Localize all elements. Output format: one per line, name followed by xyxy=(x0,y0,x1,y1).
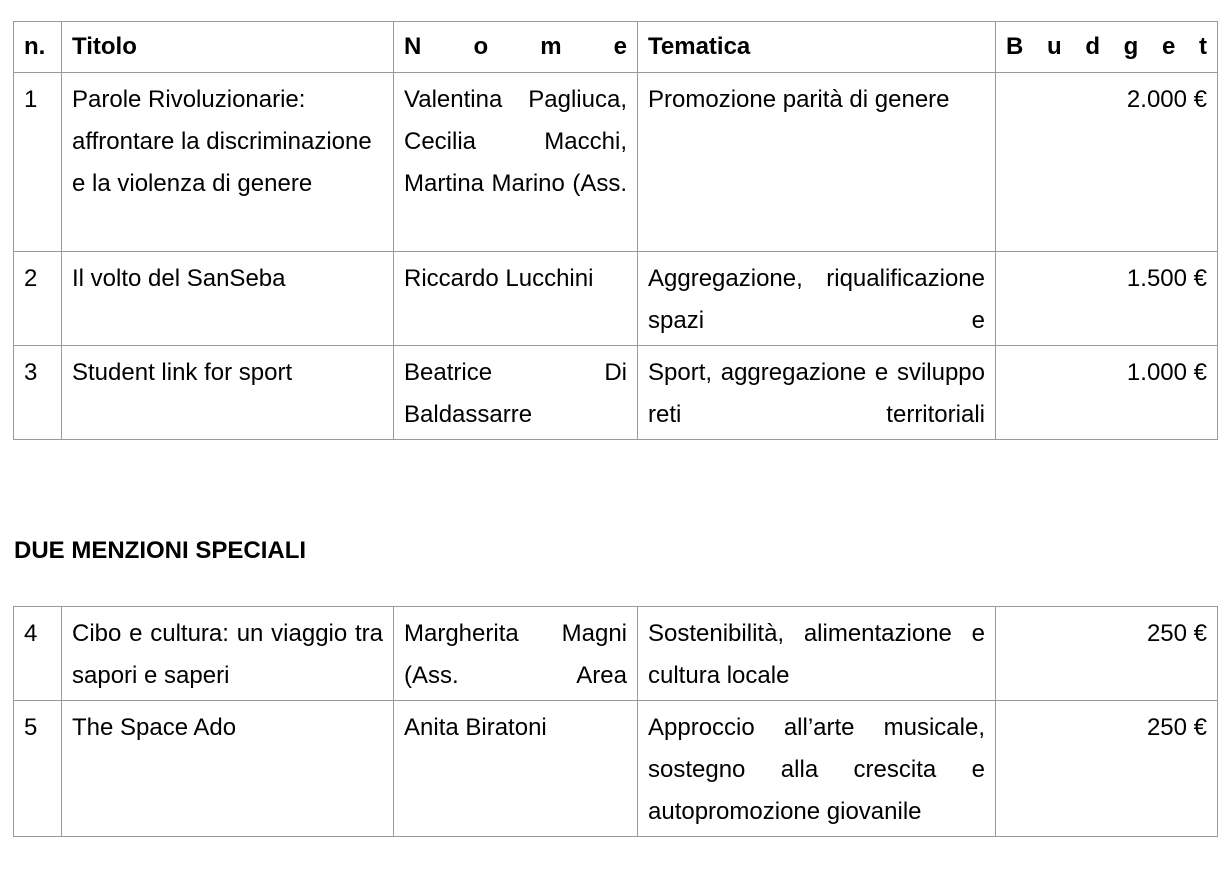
header-n: n. xyxy=(14,22,62,73)
cell-n: 3 xyxy=(14,346,62,440)
header-budget: B u d g e t xyxy=(996,22,1218,73)
cell-nome: Beatrice Di Baldassarre xyxy=(394,346,638,440)
table-row xyxy=(14,73,1218,252)
cell-n: 1 xyxy=(14,73,62,252)
cell-tematica: Sport, aggregazione e sviluppo reti territoriali xyxy=(638,346,996,440)
cell-budget: 2.000 € xyxy=(996,73,1218,252)
cell-nome: Riccardo Lucchini xyxy=(394,252,638,346)
section-heading: DUE MENZIONI SPECIALI xyxy=(14,537,307,564)
cell-tematica: Aggregazione, riqualificazione spazi e xyxy=(638,252,996,346)
table-header-row xyxy=(14,22,1218,73)
cell-tematica: Approccio all’arte musicale, sostegno alla crescita e autopromozione giovanile xyxy=(638,701,996,837)
special-mentions-table xyxy=(13,606,1218,837)
cell-nome: Margherita Magni (Ass. Area xyxy=(394,607,638,701)
cell-tematica: Sostenibilità, alimentazione e cultura locale xyxy=(638,607,996,701)
cell-budget: 1.000 € xyxy=(996,346,1218,440)
table-row xyxy=(14,346,1218,440)
cell-titolo: Student link for sport xyxy=(62,346,394,440)
cell-tematica: Promozione parità di genere xyxy=(638,73,996,252)
cell-titolo: Il volto del SanSeba xyxy=(62,252,394,346)
cell-n: 4 xyxy=(14,607,62,701)
table-row xyxy=(14,252,1218,346)
header-nome: N o m e xyxy=(394,22,638,73)
cell-nome: Anita Biratoni xyxy=(394,701,638,837)
cell-nome: Valentina Pagliuca, Cecilia Macchi, Martina Marino (Ass. xyxy=(394,73,638,252)
header-titolo: Titolo xyxy=(62,22,394,73)
cell-n: 2 xyxy=(14,252,62,346)
cell-budget: 250 € xyxy=(996,607,1218,701)
cell-n: 5 xyxy=(14,701,62,837)
table-row xyxy=(14,701,1218,837)
cell-titolo: The Space Ado xyxy=(62,701,394,837)
cell-budget: 1.500 € xyxy=(996,252,1218,346)
cell-budget: 250 € xyxy=(996,701,1218,837)
header-tematica: Tematica xyxy=(638,22,996,73)
projects-table xyxy=(13,21,1218,440)
table-row xyxy=(14,607,1218,701)
cell-titolo: Cibo e cultura: un viaggio tra sapori e saperi xyxy=(62,607,394,701)
cell-titolo: Parole Rivoluzionarie: affrontare la discriminazione e la violenza di genere xyxy=(62,73,394,252)
